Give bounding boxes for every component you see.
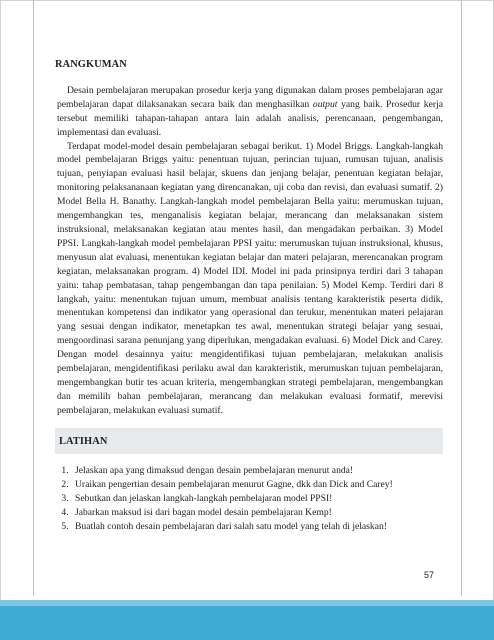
summary-paragraph-1: Desain pembelajaran merupakan prosedur kerja yang digunakan dalam proses pembelajaran agar pembelajaran dapat dilaksanakan secara baik dan menghasilkan output yang baik. Prosedur kerja tersebut memiliki tahapan-tahapan antara lain adalah analisis, perencanaan, pengembangan, implementasi dan evaluasi. [57,84,443,138]
page-content [57,58,443,535]
exercise-heading-box [55,428,443,454]
summary-heading: RANGKUMAN [55,59,127,70]
exercise-item: 1. Jelaskan apa yang dimaksud dengan desain pembelajaran menurut anda! [71,464,443,478]
exercise-item: 4. Jabarkan maksud isi dari bagan model desain pembelajaran Kemp! [71,506,443,520]
footer-band [0,600,494,640]
footer-band-highlight [0,600,494,606]
exercise-item: 3. Sebutkan dan jelaskan langkah-langkah pembelajaran model PPSI! [71,492,443,506]
summary-paragraph-2: Terdapat model-model desain pembelajaran sebagai berikut. 1) Model Briggs. Langkah-langkah model pembelajaran Briggs yaitu: penentuan tujuan, perincian tujuan, rumusan tujuan, analisis tujuan, penyiapan evaluasi hasil belajar, skuens dan jenjang belajar, penentuan kegiatan belajar, monitoring pelaksananaan kegiatan yang direncanakan, uji coba dan revisi, dan evaluasi sumatif. 2) Model Bella H. Banathy. Langkah-langkah model pembelajaran Bella yaitu: merumuskan tujuan, mengembangkan tes, menganalisis kegiatan belajar, merancang dan melaksanakan sistem instruksional, melaksanakan kegiatan atau mentes hasil, dan mengadakan perbaikan. 3) Model PPSI. Langkah-langkah model pembelajaran PPSI yaitu: merumuskan tujuan instruksional, khusus, menyusun alat evaluasi, menentukan kegiatan belajar dan materi pelajaran, merencanakan program kegiatan, melaksanakan program. 4) Model IDI. Model ini pada prinsipnya terdiri dari 3 tahapan yaitu: tahap pembatasan, tahap pengembangan dan tapa penilaian. 5) Model Kemp. Terdiri dari 8 langkah, yaitu: menentukan tujuan umum, membuat analisis tentang karakteristik peserta didik, menentukan kompetensi dan indikator yang operasional dan terukur, menentukan materi pelajaran yang sesuai dengan indikator, menetapkan tes awal, menentukan strategi belajar yang sesuai, mengoordinasi sarana penunjang yang diperlukan, mengadakan evaluasi. 6) Model Dick and Carey. Dengan model desainnya yaitu: mengidentifikasi tujuan pembelajaran, melakukan analisis pembelajaran, mengidentifikasi perilaku awal dan karakteristik, merumuskan tujuan pembelajaran, mengembangkan butir tes acuan kriteria, mengembangkan strategi pembelajaran, mengembangkan dan memilih bahan pembelajaran, merancang dan melakukan evaluasi formatif, merevisi pembelajaran, melakukan evaluasi sumatif. [57,140,443,416]
right-margin-rule [461,0,462,596]
page-number: 57 [424,570,435,580]
exercise-list [57,464,443,535]
exercise-heading: LATIHAN [59,435,108,447]
left-margin-rule [33,0,34,596]
exercise-item: 2. Uraikan pengertian desain pembelajaran menurut Gagne, dkk dan Dick and Carey! [71,478,443,492]
exercise-item: 5. Buatlah contoh desain pembelajaran dari salah satu model yang telah di jelaskan! [71,520,443,534]
